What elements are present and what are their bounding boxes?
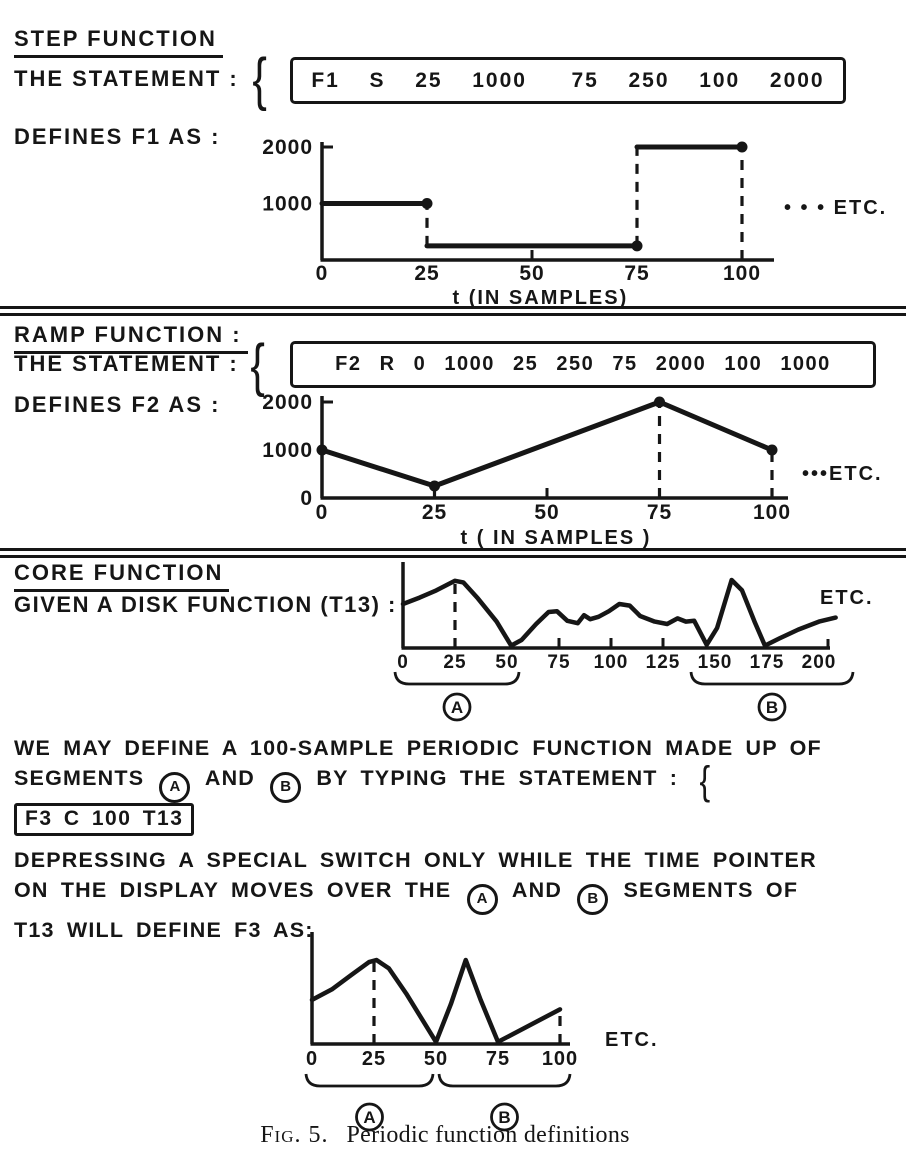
defines-f1-label: DEFINES F1 AS :	[14, 124, 221, 149]
data-point	[422, 198, 433, 209]
paragraph-line	[14, 759, 900, 834]
x-tick-label: 175	[749, 652, 785, 673]
ramp-statement-label: THE STATEMENT :	[14, 351, 239, 376]
core-section-heading: CORE FUNCTION	[14, 560, 229, 592]
data-point	[767, 445, 778, 456]
segment-label: B	[765, 698, 779, 717]
step-statement-label: THE STATEMENT :	[14, 66, 239, 91]
x-tick-label: 25	[443, 652, 467, 673]
left-brace: {	[699, 759, 712, 803]
segment-brace	[395, 672, 519, 684]
y-tick-label: 1000	[262, 439, 313, 462]
step-statement-text: F1 S 25 1000 75 250 100 2000	[311, 68, 825, 92]
ramp-statement-text: F2 R 0 1000 25 250 75 2000 100 1000	[335, 353, 831, 375]
define-statement-paragraph	[14, 733, 900, 834]
figure-caption	[0, 1122, 890, 1149]
x-tick-label: 0	[315, 501, 329, 524]
x-tick-label: 200	[801, 652, 837, 673]
y-tick-label: 0	[300, 487, 313, 510]
segment-b-badge: B	[270, 772, 301, 803]
x-tick-label: 25	[414, 262, 440, 285]
segment-label: B	[498, 1108, 511, 1127]
left-brace: {	[250, 333, 265, 398]
x-tick-label: 50	[423, 1048, 449, 1070]
x-axis-label: t (IN SAMPLES)	[452, 287, 629, 309]
data-point	[737, 142, 748, 153]
section-divider	[0, 306, 906, 316]
x-tick-label: 0	[397, 652, 409, 673]
function-curve	[403, 580, 836, 646]
x-tick-label: 0	[315, 262, 329, 285]
data-point	[654, 397, 665, 408]
paragraph-line	[14, 875, 900, 915]
x-tick-label: 50	[534, 501, 560, 524]
segment-a-badge: A	[467, 884, 498, 915]
ramp-function-chart	[246, 388, 906, 560]
defines-f2-label: DEFINES F2 AS :	[14, 392, 221, 417]
left-brace: {	[252, 47, 267, 112]
step-section-heading: STEP FUNCTION	[14, 26, 223, 58]
paragraph-text: AND	[204, 766, 256, 790]
y-tick-label: 2000	[262, 136, 313, 159]
x-tick-label: 75	[547, 652, 571, 673]
figure-number: Fig. 5.	[260, 1122, 329, 1148]
f3-statement-box: F3 C 100 T13	[14, 803, 194, 836]
x-tick-label: 50	[519, 262, 545, 285]
step-statement-box	[290, 57, 846, 104]
given-disk-function-label: GIVEN A DISK FUNCTION (T13) :	[14, 592, 397, 617]
section-divider	[0, 548, 906, 558]
paragraph-text: ON THE DISPLAY MOVES OVER THE	[14, 878, 452, 902]
y-tick-label: 2000	[262, 391, 313, 414]
paragraph-text: SEGMENTS	[14, 766, 145, 790]
segment-brace	[306, 1074, 433, 1086]
etc-label: ETC.	[820, 587, 874, 609]
etc-label: • • • ETC.	[784, 197, 888, 219]
x-tick-label: 100	[752, 501, 792, 524]
x-axis-label: t ( IN SAMPLES )	[460, 527, 652, 549]
paragraph-text: SEGMENTS OF	[623, 878, 799, 902]
paragraph-line: WE MAY DEFINE A 100-SAMPLE PERIODIC FUNCTION MADE UP OF	[14, 736, 822, 760]
function-curve	[312, 960, 560, 1042]
segment-label: A	[363, 1108, 376, 1127]
etc-label: ETC.	[605, 1029, 659, 1051]
paragraph-text: AND	[511, 878, 563, 902]
x-tick-label: 75	[624, 262, 650, 285]
function-curve	[322, 402, 772, 486]
x-tick-label: 100	[541, 1048, 579, 1070]
segment-b-badge: B	[577, 884, 608, 915]
figure-caption-text: Periodic function definitions	[346, 1122, 630, 1148]
disk-function-chart	[390, 558, 906, 728]
segment-label: A	[450, 698, 464, 717]
step-function-chart	[246, 126, 906, 311]
etc-label: •••ETC.	[802, 463, 883, 485]
f3-function-chart	[240, 928, 710, 1140]
y-tick-label: 1000	[262, 192, 313, 216]
x-tick-label: 0	[305, 1048, 319, 1070]
x-tick-label: 100	[593, 652, 629, 673]
paragraph-text: BY TYPING THE STATEMENT :	[316, 766, 679, 790]
data-point	[632, 240, 643, 251]
ramp-section-heading: RAMP FUNCTION :	[14, 322, 248, 354]
x-tick-label: 25	[421, 501, 448, 524]
data-point	[429, 481, 440, 492]
x-tick-label: 75	[485, 1048, 511, 1070]
segment-brace	[439, 1074, 570, 1086]
x-tick-label: 25	[361, 1048, 387, 1070]
paragraph-line: T13 WILL DEFINE F3 AS:	[14, 917, 314, 942]
x-tick-label: 50	[495, 652, 519, 673]
data-point	[317, 445, 328, 456]
segment-brace	[691, 672, 853, 684]
x-tick-label: 125	[645, 652, 681, 673]
x-tick-label: 75	[646, 501, 673, 524]
ramp-statement-box	[290, 341, 876, 388]
segment-a-badge: A	[159, 772, 190, 803]
x-tick-label: 100	[722, 262, 762, 285]
x-tick-label: 150	[697, 652, 733, 673]
paragraph-line: DEPRESSING A SPECIAL SWITCH ONLY WHILE THE TIME POINTER	[14, 848, 817, 872]
